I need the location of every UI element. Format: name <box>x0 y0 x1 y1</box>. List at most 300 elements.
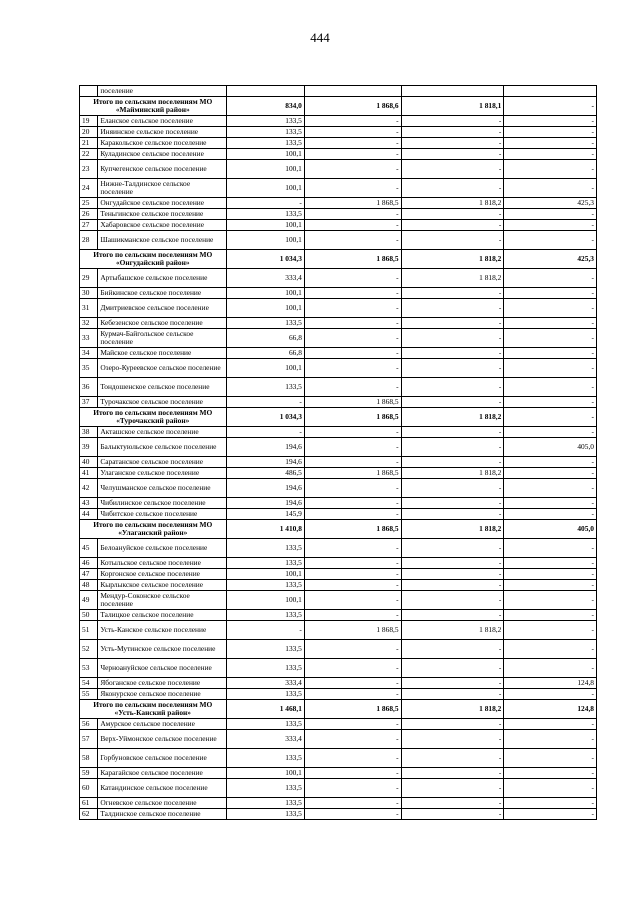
total-label: Итого по сельским поселениям МО «Турочакский район» <box>80 408 227 427</box>
table-row <box>80 689 597 700</box>
settlement-name: Дмитриевское сельское поселение <box>98 299 226 318</box>
value-cell-1: 1 410,8 <box>226 520 304 539</box>
table-row <box>80 427 597 438</box>
table-row <box>80 198 597 209</box>
value-cell-3: - <box>401 779 504 798</box>
value-cell-4: - <box>504 408 597 427</box>
value-cell-4: - <box>504 779 597 798</box>
value-cell-1: 133,5 <box>226 116 304 127</box>
value-cell-2: - <box>304 329 401 348</box>
row-number: 37 <box>80 397 98 408</box>
row-number: 50 <box>80 610 98 621</box>
value-cell-4: - <box>504 427 597 438</box>
value-cell-3: - <box>401 730 504 749</box>
value-cell-4: - <box>504 397 597 408</box>
value-cell-4: 425,3 <box>504 198 597 209</box>
table-row <box>80 768 597 779</box>
settlement-name: Усть-Канское сельское поселение <box>98 621 226 640</box>
settlement-name: Каракольское сельское поселение <box>98 138 226 149</box>
value-cell-1: 133,5 <box>226 779 304 798</box>
settlement-name: Челушманское сельское поселение <box>98 479 226 498</box>
value-cell-2: - <box>304 659 401 678</box>
value-cell-2: - <box>304 610 401 621</box>
table-row <box>80 621 597 640</box>
value-cell-3: - <box>401 348 504 359</box>
value-cell-1: - <box>226 621 304 640</box>
row-number: 39 <box>80 438 98 457</box>
value-cell-2: - <box>304 730 401 749</box>
settlement-name: Нижне-Талдинское сельское поселение <box>98 179 226 198</box>
value-cell-1: 133,5 <box>226 798 304 809</box>
value-cell-4: - <box>504 640 597 659</box>
table-row <box>80 269 597 288</box>
value-cell-3: 1 818,2 <box>401 269 504 288</box>
value-cell-2: 1 868,5 <box>304 408 401 427</box>
value-cell-4: - <box>504 127 597 138</box>
value-cell-4: - <box>504 299 597 318</box>
value-cell-3: - <box>401 798 504 809</box>
row-number: 22 <box>80 149 98 160</box>
table-row <box>80 288 597 299</box>
row-number: 23 <box>80 160 98 179</box>
table-row <box>80 359 597 378</box>
value-cell-4: - <box>504 160 597 179</box>
value-cell-2: 1 868,5 <box>304 520 401 539</box>
value-cell-1: 133,5 <box>226 209 304 220</box>
value-cell-1: 100,1 <box>226 149 304 160</box>
settlement-name: Бийкинское сельское поселение <box>98 288 226 299</box>
value-cell-4: - <box>504 569 597 580</box>
settlement-name: Огневское сельское поселение <box>98 798 226 809</box>
settlement-name: Озеро-Куреевское сельское поселение <box>98 359 226 378</box>
value-cell-3: - <box>401 359 504 378</box>
value-cell-3: - <box>401 318 504 329</box>
value-cell-2: - <box>304 179 401 198</box>
row-number: 48 <box>80 580 98 591</box>
value-cell-4: - <box>504 509 597 520</box>
table-row <box>80 468 597 479</box>
settlement-name: Майское сельское поселение <box>98 348 226 359</box>
row-number: 25 <box>80 198 98 209</box>
value-cell-3: - <box>401 539 504 558</box>
row-number: 20 <box>80 127 98 138</box>
settlement-name: Купчегенское сельское поселение <box>98 160 226 179</box>
value-cell-4: - <box>504 288 597 299</box>
value-cell-3: 1 818,2 <box>401 250 504 269</box>
value-cell-3: - <box>401 299 504 318</box>
value-cell-3: - <box>401 288 504 299</box>
settlement-name: Горбуновское сельское поселение <box>98 749 226 768</box>
row-number: 34 <box>80 348 98 359</box>
value-cell-3: - <box>401 179 504 198</box>
value-cell-1: 133,5 <box>226 749 304 768</box>
row-number: 32 <box>80 318 98 329</box>
settlement-name: Черноануйское сельское поселение <box>98 659 226 678</box>
value-cell-4: - <box>504 558 597 569</box>
row-number: 28 <box>80 231 98 250</box>
value-cell-2: - <box>304 220 401 231</box>
value-cell-3: - <box>401 640 504 659</box>
table-row <box>80 116 597 127</box>
settlement-name: Карагайское сельское поселение <box>98 768 226 779</box>
value-cell-1: 100,1 <box>226 768 304 779</box>
value-cell-1: 133,5 <box>226 719 304 730</box>
row-number: 21 <box>80 138 98 149</box>
value-cell-4: 124,8 <box>504 678 597 689</box>
value-cell-4: - <box>504 468 597 479</box>
settlement-name: Еланское сельское поселение <box>98 116 226 127</box>
value-cell-1: 133,5 <box>226 127 304 138</box>
value-cell-1: - <box>226 397 304 408</box>
value-cell-3: - <box>401 329 504 348</box>
value-cell-4: - <box>504 798 597 809</box>
table-row <box>80 580 597 591</box>
value-cell-4: - <box>504 220 597 231</box>
value-cell-2: - <box>304 558 401 569</box>
value-cell-4: - <box>504 610 597 621</box>
settlement-name: Акташское сельское поселение <box>98 427 226 438</box>
value-cell-2: - <box>304 457 401 468</box>
value-cell-1: 133,5 <box>226 539 304 558</box>
value-cell-4: - <box>504 359 597 378</box>
value-cell-2: - <box>304 779 401 798</box>
value-cell-1: 834,0 <box>226 97 304 116</box>
value-cell-3: - <box>401 509 504 520</box>
table-row <box>80 138 597 149</box>
table-row <box>80 678 597 689</box>
row-number <box>80 86 98 97</box>
row-number: 53 <box>80 659 98 678</box>
value-cell-3: - <box>401 689 504 700</box>
value-cell-3: - <box>401 678 504 689</box>
value-cell-4: - <box>504 768 597 779</box>
table-row <box>80 779 597 798</box>
value-cell-1: 100,1 <box>226 299 304 318</box>
total-label: Итого по сельским поселениям МО «Усть-Канский район» <box>80 700 227 719</box>
row-number: 61 <box>80 798 98 809</box>
row-number: 33 <box>80 329 98 348</box>
value-cell-3: - <box>401 127 504 138</box>
settlement-name: Белоануйское сельское поселение <box>98 539 226 558</box>
value-cell-3: - <box>401 457 504 468</box>
settlement-name: Тондошенское сельское поселение <box>98 378 226 397</box>
value-cell-3: - <box>401 209 504 220</box>
value-cell-2: 1 868,5 <box>304 621 401 640</box>
value-cell-4: - <box>504 231 597 250</box>
value-cell-2: - <box>304 539 401 558</box>
value-cell-1: 133,5 <box>226 318 304 329</box>
value-cell-1: 133,5 <box>226 659 304 678</box>
total-label: Итого по сельским поселениям МО «Майминский район» <box>80 97 227 116</box>
settlement-name: Артыбашское сельское поселение <box>98 269 226 288</box>
value-cell-2: - <box>304 160 401 179</box>
row-number: 35 <box>80 359 98 378</box>
row-number: 36 <box>80 378 98 397</box>
value-cell-1: 333,4 <box>226 678 304 689</box>
row-number: 44 <box>80 509 98 520</box>
value-cell-2: - <box>304 498 401 509</box>
settlement-name: Котыльское сельское поселение <box>98 558 226 569</box>
value-cell-4: - <box>504 659 597 678</box>
value-cell-2: - <box>304 299 401 318</box>
value-cell-1: 133,5 <box>226 580 304 591</box>
value-cell-4: - <box>504 749 597 768</box>
settlement-name: Турочакское сельское поселение <box>98 397 226 408</box>
value-cell-4: - <box>504 591 597 610</box>
value-cell-3: - <box>401 160 504 179</box>
settlement-name: Талдинское сельское поселение <box>98 809 226 820</box>
value-cell-2: - <box>304 348 401 359</box>
table-row <box>80 498 597 509</box>
table-row <box>80 798 597 809</box>
value-cell-3: - <box>401 138 504 149</box>
table-row <box>80 149 597 160</box>
value-cell-1: 100,1 <box>226 179 304 198</box>
row-number: 40 <box>80 457 98 468</box>
table-row <box>80 558 597 569</box>
value-cell-3: - <box>401 580 504 591</box>
settlement-name: Хабаровское сельское поселение <box>98 220 226 231</box>
row-number: 41 <box>80 468 98 479</box>
value-cell-1: 1 468,1 <box>226 700 304 719</box>
table-row <box>80 299 597 318</box>
value-cell-3: 1 818,2 <box>401 700 504 719</box>
value-cell-1: 486,5 <box>226 468 304 479</box>
value-cell-3: - <box>401 438 504 457</box>
value-cell-2: 1 868,6 <box>304 97 401 116</box>
value-cell-2: - <box>304 640 401 659</box>
settlement-name: Куладинское сельское поселение <box>98 149 226 160</box>
value-cell-1: 194,6 <box>226 457 304 468</box>
table-row <box>80 509 597 520</box>
value-cell-3: - <box>401 558 504 569</box>
table-row <box>80 640 597 659</box>
row-number: 51 <box>80 621 98 640</box>
value-cell-1: 145,9 <box>226 509 304 520</box>
settlement-name: Курмач-Байгольское сельское поселение <box>98 329 226 348</box>
row-number: 46 <box>80 558 98 569</box>
table-row <box>80 231 597 250</box>
value-cell-4: - <box>504 479 597 498</box>
value-cell-1: 1 034,3 <box>226 250 304 269</box>
row-number: 54 <box>80 678 98 689</box>
value-cell-1: 1 034,3 <box>226 408 304 427</box>
value-cell-3: - <box>401 220 504 231</box>
row-number: 55 <box>80 689 98 700</box>
value-cell-3: - <box>401 479 504 498</box>
value-cell-1: 133,5 <box>226 689 304 700</box>
row-number: 52 <box>80 640 98 659</box>
value-cell-3: - <box>401 809 504 820</box>
value-cell-2: - <box>304 569 401 580</box>
value-cell-3: 1 818,2 <box>401 198 504 209</box>
row-number: 49 <box>80 591 98 610</box>
value-cell-1: 66,8 <box>226 348 304 359</box>
value-cell-4: 405,0 <box>504 438 597 457</box>
value-cell-3: - <box>401 116 504 127</box>
value-cell-2: - <box>304 438 401 457</box>
table-row <box>80 348 597 359</box>
value-cell-3: 1 818,2 <box>401 408 504 427</box>
value-cell-2: - <box>304 591 401 610</box>
value-cell-3: - <box>401 231 504 250</box>
table-row <box>80 479 597 498</box>
value-cell-4: - <box>504 179 597 198</box>
value-cell-3: - <box>401 397 504 408</box>
value-cell-3: - <box>401 719 504 730</box>
row-number: 42 <box>80 479 98 498</box>
value-cell-3: - <box>401 498 504 509</box>
value-cell-1: 133,5 <box>226 809 304 820</box>
value-cell-3: - <box>401 591 504 610</box>
row-number: 30 <box>80 288 98 299</box>
value-cell-2: 1 868,5 <box>304 198 401 209</box>
value-cell-4: - <box>504 348 597 359</box>
settlement-name: Яконурское сельское поселение <box>98 689 226 700</box>
value-cell-2: - <box>304 149 401 160</box>
value-cell-3 <box>401 86 504 97</box>
settlement-name: Онгудайское сельское поселение <box>98 198 226 209</box>
value-cell-2: - <box>304 231 401 250</box>
value-cell-2: - <box>304 209 401 220</box>
value-cell-3: - <box>401 378 504 397</box>
value-cell-3: - <box>401 149 504 160</box>
value-cell-4: - <box>504 97 597 116</box>
value-cell-1: 333,4 <box>226 730 304 749</box>
value-cell-3: 1 818,2 <box>401 520 504 539</box>
table-row <box>80 659 597 678</box>
table-row <box>80 209 597 220</box>
value-cell-4: - <box>504 539 597 558</box>
value-cell-4: - <box>504 621 597 640</box>
value-cell-4: - <box>504 730 597 749</box>
table-row <box>80 318 597 329</box>
settlement-name: Талицкое сельское поселение <box>98 610 226 621</box>
settlement-name: Амурское сельское поселение <box>98 719 226 730</box>
value-cell-1: - <box>226 198 304 209</box>
page-number: 444 <box>310 30 330 45</box>
value-cell-1: 100,1 <box>226 359 304 378</box>
settlement-name: Саратанское сельское поселение <box>98 457 226 468</box>
table-row <box>80 127 597 138</box>
settlement-name: Чибилинское сельское поселение <box>98 498 226 509</box>
value-cell-3: - <box>401 749 504 768</box>
value-cell-2: - <box>304 427 401 438</box>
total-label: Итого по сельским поселениям МО «Улаганский район» <box>80 520 227 539</box>
value-cell-2: - <box>304 318 401 329</box>
value-cell-1: 100,1 <box>226 231 304 250</box>
table-row <box>80 749 597 768</box>
settlement-name: Теньгинское сельское поселение <box>98 209 226 220</box>
settlement-name: Катандинское сельское поселение <box>98 779 226 798</box>
total-row <box>80 520 597 539</box>
value-cell-2: - <box>304 749 401 768</box>
table-row <box>80 378 597 397</box>
value-cell-4: - <box>504 457 597 468</box>
value-cell-4 <box>504 86 597 97</box>
value-cell-2: 1 868,5 <box>304 468 401 479</box>
value-cell-1 <box>226 86 304 97</box>
table-body <box>80 86 597 820</box>
value-cell-3: - <box>401 427 504 438</box>
value-cell-4: 405,0 <box>504 520 597 539</box>
value-cell-1: 100,1 <box>226 288 304 299</box>
table-row <box>80 730 597 749</box>
value-cell-4: - <box>504 689 597 700</box>
value-cell-1: 100,1 <box>226 591 304 610</box>
row-number: 58 <box>80 749 98 768</box>
value-cell-2 <box>304 86 401 97</box>
settlement-name: Чибитское сельское поселение <box>98 509 226 520</box>
settlement-name: Мендур-Соконское сельское поселение <box>98 591 226 610</box>
value-cell-1: 194,6 <box>226 479 304 498</box>
budget-table <box>79 85 597 820</box>
value-cell-2: 1 868,5 <box>304 397 401 408</box>
row-number: 27 <box>80 220 98 231</box>
value-cell-2: - <box>304 719 401 730</box>
value-cell-1: 100,1 <box>226 220 304 231</box>
value-cell-1: 194,6 <box>226 438 304 457</box>
row-number: 60 <box>80 779 98 798</box>
value-cell-2: - <box>304 138 401 149</box>
value-cell-4: - <box>504 209 597 220</box>
row-number: 57 <box>80 730 98 749</box>
value-cell-2: 1 868,5 <box>304 250 401 269</box>
table-row <box>80 179 597 198</box>
table-row <box>80 569 597 580</box>
table-row <box>80 220 597 231</box>
settlement-name: поселение <box>98 86 226 97</box>
settlement-name: Усть-Мутинское сельское поселение <box>98 640 226 659</box>
row-number: 43 <box>80 498 98 509</box>
row-number: 31 <box>80 299 98 318</box>
value-cell-4: - <box>504 138 597 149</box>
value-cell-2: - <box>304 378 401 397</box>
value-cell-2: - <box>304 288 401 299</box>
value-cell-3: 1 818,1 <box>401 97 504 116</box>
table-row <box>80 457 597 468</box>
value-cell-4: 124,8 <box>504 700 597 719</box>
value-cell-4: - <box>504 580 597 591</box>
value-cell-3: - <box>401 610 504 621</box>
table-row <box>80 809 597 820</box>
settlement-name: Балыктуюльское сельское поселение <box>98 438 226 457</box>
settlement-name: Верх-Уймонское сельское поселение <box>98 730 226 749</box>
total-row <box>80 250 597 269</box>
row-number: 29 <box>80 269 98 288</box>
settlement-name: Иняинское сельское поселение <box>98 127 226 138</box>
value-cell-2: - <box>304 359 401 378</box>
value-cell-1: 66,8 <box>226 329 304 348</box>
value-cell-1: - <box>226 427 304 438</box>
value-cell-2: - <box>304 809 401 820</box>
settlement-name: Коргонское сельское поселение <box>98 569 226 580</box>
row-number: 26 <box>80 209 98 220</box>
value-cell-1: 133,5 <box>226 558 304 569</box>
value-cell-1: 133,5 <box>226 610 304 621</box>
value-cell-4: - <box>504 269 597 288</box>
value-cell-3: 1 818,2 <box>401 468 504 479</box>
value-cell-2: - <box>304 798 401 809</box>
value-cell-2: - <box>304 689 401 700</box>
value-cell-4: - <box>504 378 597 397</box>
row-number: 56 <box>80 719 98 730</box>
total-row <box>80 700 597 719</box>
value-cell-1: 100,1 <box>226 569 304 580</box>
value-cell-2: - <box>304 509 401 520</box>
table-row <box>80 329 597 348</box>
total-label: Итого по сельским поселениям МО «Онгудайский район» <box>80 250 227 269</box>
